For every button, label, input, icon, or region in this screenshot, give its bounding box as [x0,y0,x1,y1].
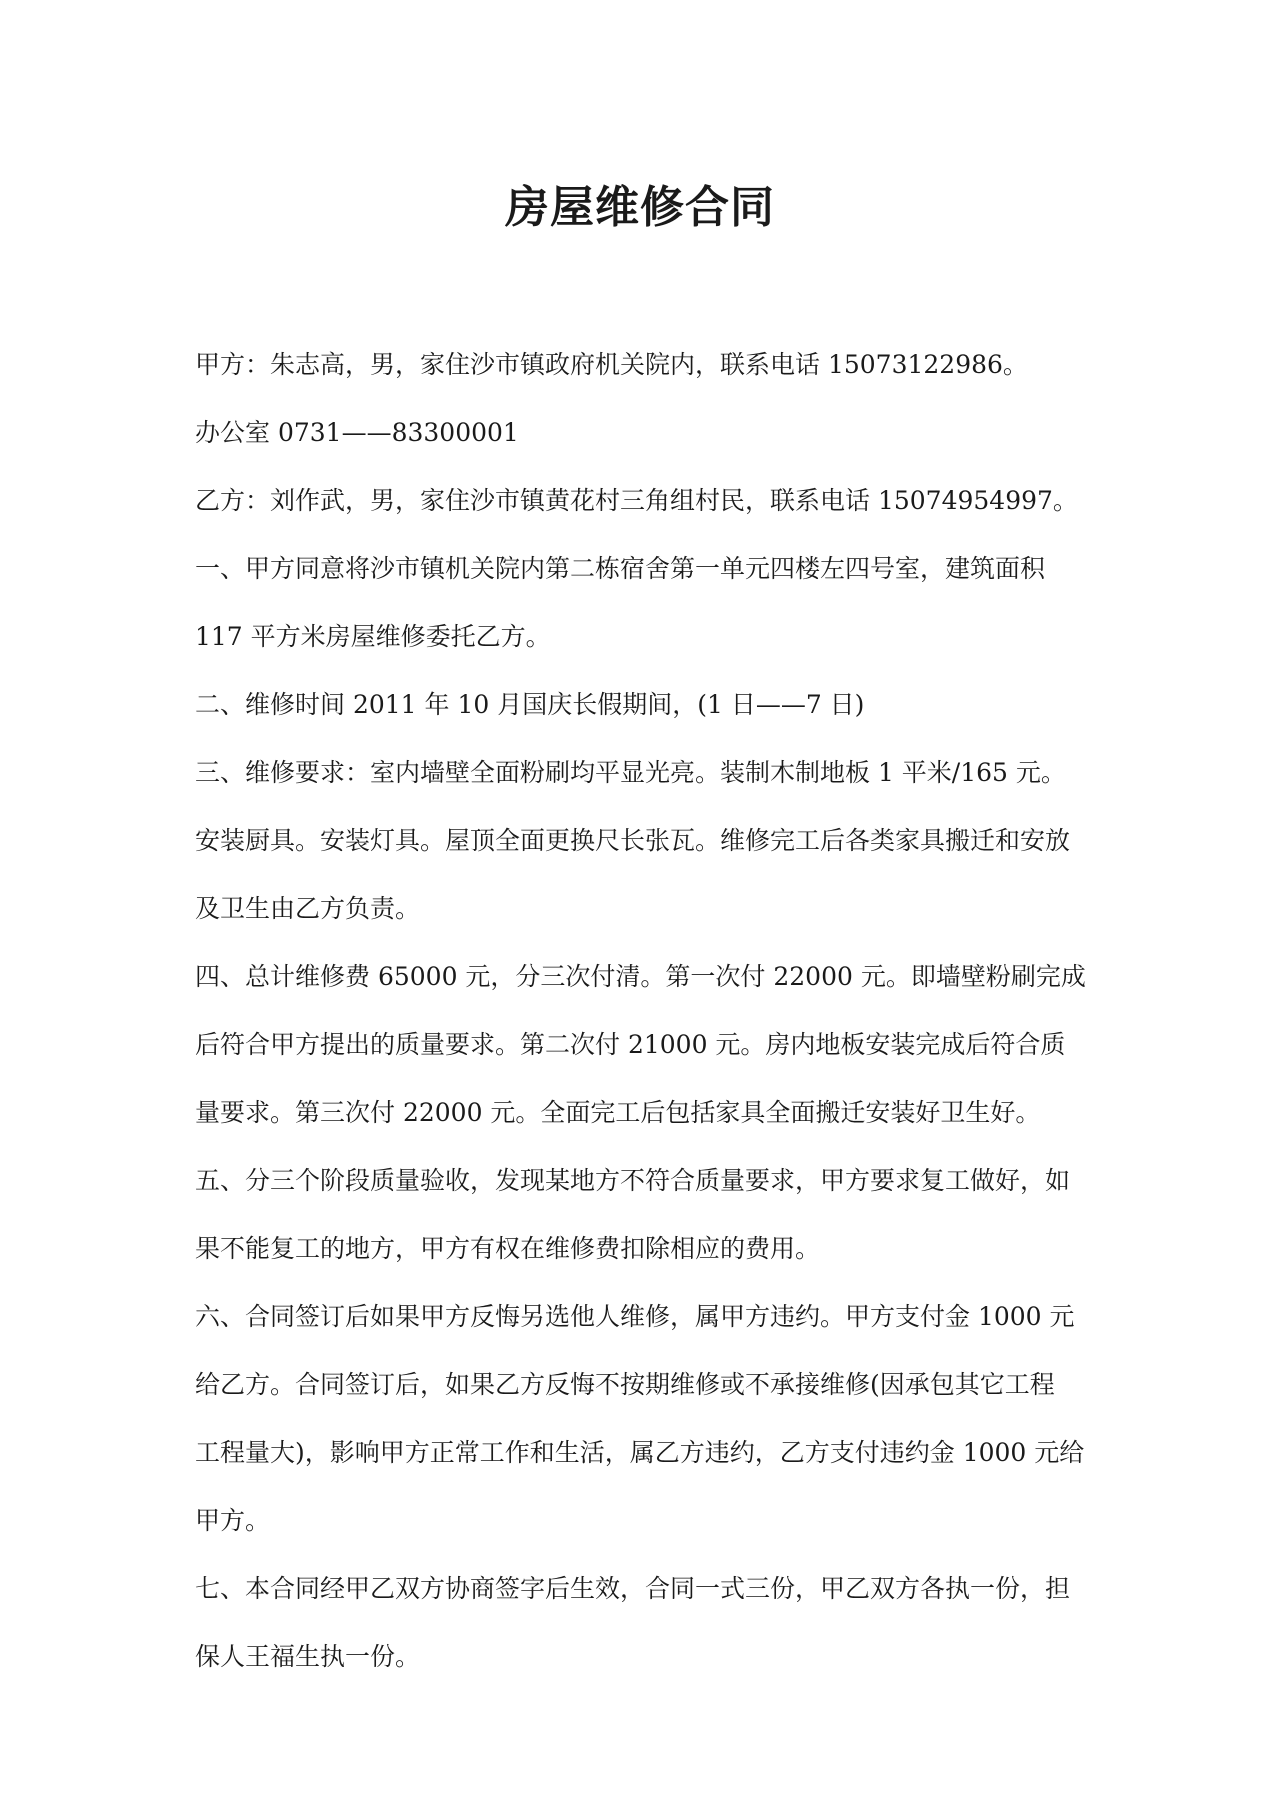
text-line-clause-5-cont: 果不能复工的地方，甲方有权在维修费扣除相应的费用。 [195,1234,821,1263]
text-line-clause-4-cont: 后符合甲方提出的质量要求。第二次付 21000 元。房内地板安装完成后符合质 [195,1030,1066,1059]
contract-body [195,331,1095,1691]
text-line-clause-6-cont: 甲方。 [195,1506,271,1535]
text-line-clause-6-cont: 给乙方。合同签订后，如果乙方反悔不按期维修或不承接维修(因承包其它工程 [195,1370,1055,1399]
text-line-clause-6: 六、合同签订后如果甲方反悔另选他人维修，属甲方违约。甲方支付金 1000 元 [195,1302,1075,1331]
text-line-clause-5: 五、分三个阶段质量验收，发现某地方不符合质量要求，甲方要求复工做好，如 [195,1166,1071,1195]
text-line-clause-6-cont: 工程量大)，影响甲方正常工作和生活，属乙方违约，乙方支付违约金 1000 元给 [195,1438,1085,1467]
text-line-clause-7: 七、本合同经甲乙双方协商签字后生效，合同一式三份，甲乙双方各执一份，担 [195,1574,1071,1603]
text-line-clause-4-cont: 量要求。第三次付 22000 元。全面完工后包括家具全面搬迁安装好卫生好。 [195,1098,1041,1127]
text-line-clause-1: 一、甲方同意将沙市镇机关院内第二栋宿舍第一单元四楼左四号室，建筑面积 [195,554,1046,583]
text-line-clause-7-cont: 保人王福生执一份。 [195,1642,421,1671]
text-line-clause-1-cont: 117 平方米房屋维修委托乙方。 [195,622,551,651]
document-title: 房屋维修合同 [505,182,775,233]
text-line-party-a: 甲方：朱志高，男，家住沙市镇政府机关院内，联系电话 15073122986。 [195,350,1028,379]
text-line-clause-3-cont: 安装厨具。安装灯具。屋顶全面更换尺长张瓦。维修完工后各类家具搬迁和安放 [195,826,1071,855]
text-line-clause-4: 四、总计维修费 65000 元，分三次付清。第一次付 22000 元。即墙壁粉刷完成 [195,962,1086,991]
text-line-clause-3: 三、维修要求：室内墙壁全面粉刷均平显光亮。装制木制地板 1 平米/165 元。 [195,758,1066,787]
text-line-office-phone: 办公室 0731——83300001 [195,418,519,447]
text-line-clause-2: 二、维修时间 2011 年 10 月国庆长假期间，(1 日——7 日) [195,690,865,719]
text-line-clause-3-cont: 及卫生由乙方负责。 [195,894,421,923]
text-line-party-b: 乙方：刘作武，男，家住沙市镇黄花村三角组村民，联系电话 15074954997。 [195,486,1078,515]
